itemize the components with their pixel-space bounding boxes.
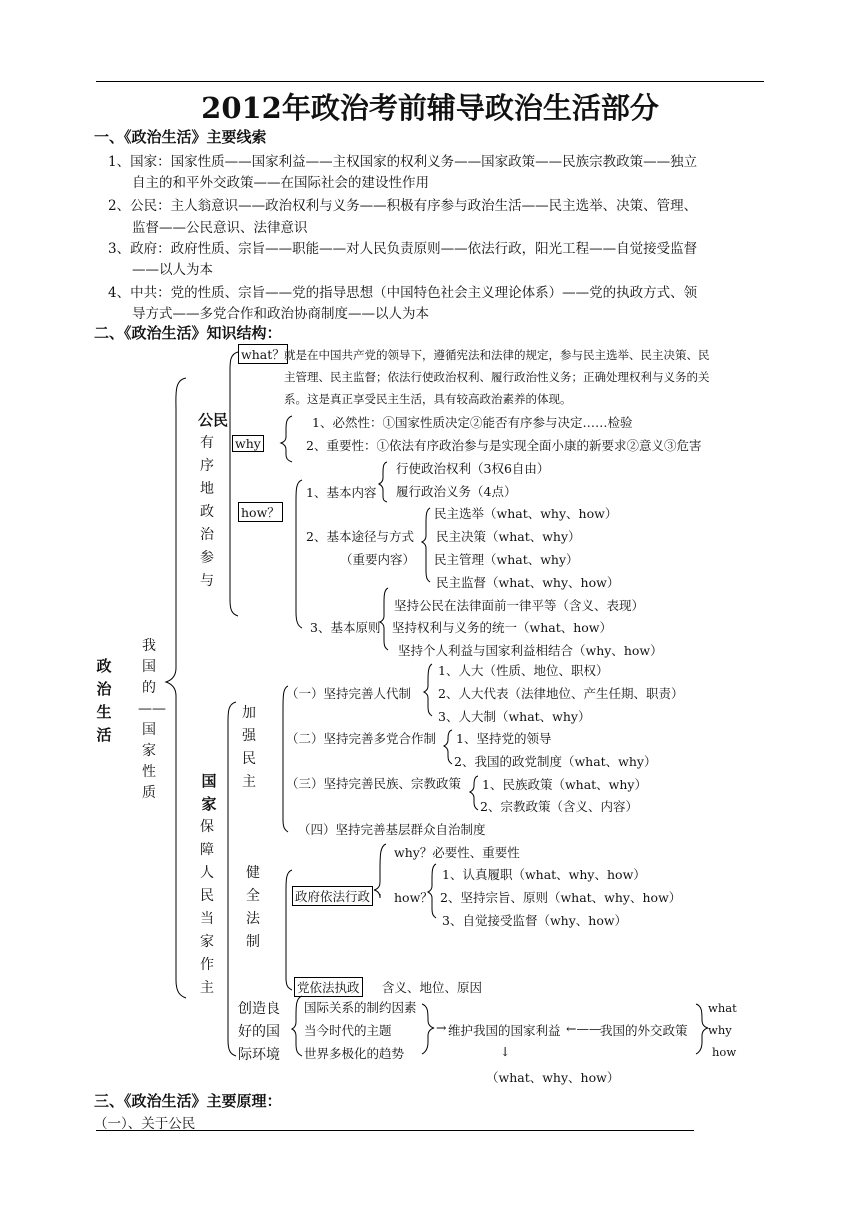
d2-item: 1、坚持党的领导 bbox=[456, 731, 552, 746]
intl-label: 创造良 bbox=[238, 1001, 280, 1017]
gov-label: 政府依法行政 bbox=[292, 886, 373, 906]
list-item: 2、公民：主人翁意识——政治权利与义务——积极有序参与政治生活——民主选举、决策、管理、 bbox=[108, 198, 698, 214]
arrow-left-icon: ←—— bbox=[566, 1021, 602, 1036]
gov-how: how？ bbox=[394, 890, 433, 905]
intl-label: 际环境 bbox=[238, 1047, 280, 1063]
what-text: 系。这是真正享受民主生活，具有较高政治素养的体现。 bbox=[284, 392, 572, 406]
arrow-down-icon: ↓ bbox=[500, 1044, 511, 1059]
basic-principle: 3、基本原则 bbox=[310, 620, 381, 635]
national-interest: 维护我国的国家利益 bbox=[448, 1023, 561, 1038]
section2-heading: 二、《政治生活》知识结构： bbox=[94, 324, 282, 342]
why-label: why bbox=[232, 435, 264, 452]
nation-nature-label: 我国的——国家性质 bbox=[138, 638, 166, 801]
root-label: 政治生活 bbox=[96, 657, 112, 744]
citizen-head: 公民 bbox=[198, 411, 229, 429]
why-item: 1、必然性：①国家性质决定②能否有序参与决定……检验 bbox=[312, 415, 633, 430]
arrow-right-icon: → bbox=[436, 1020, 447, 1035]
section3-heading: 三、《政治生活》主要原理： bbox=[94, 1092, 282, 1110]
fp-item: how bbox=[712, 1045, 737, 1059]
gov-how-item: 3、自觉接受监督（why、how） bbox=[442, 913, 628, 928]
intl-item: 当今时代的主题 bbox=[304, 1023, 392, 1038]
party-note: 含义、地位、原因 bbox=[382, 980, 483, 995]
bottom-note: （what、why、how） bbox=[486, 1070, 620, 1085]
basic-content-item: 履行政治义务（4点） bbox=[396, 484, 517, 499]
what-text: 主管理、民主监督；依法行使政治权利、履行政治性义务；正确处理权利与义务的关 bbox=[284, 370, 710, 384]
basic-ways-item: 民主决策（what、why） bbox=[436, 529, 581, 544]
basic-principle-item: 坚持权利与义务的统一（what、how） bbox=[392, 620, 613, 635]
what-label: what？ bbox=[238, 344, 288, 364]
list-item: 3、政府：政府性质、宗旨——职能——对人民负责原则——依法行政，阳光工程——自觉接受监督 bbox=[108, 241, 698, 257]
basic-ways-note: （重要内容） bbox=[340, 552, 416, 567]
d1-item: 2、人大代表（法律地位、产生任期、职责） bbox=[438, 686, 684, 701]
d3-item: 2、宗教政策（含义、内容） bbox=[480, 799, 638, 814]
list-item: 自主的和平外交政策——在国际社会的建设性作用 bbox=[132, 175, 429, 191]
state-head: 国家 bbox=[201, 772, 217, 813]
d3-item: 1、民族政策（what、why） bbox=[482, 777, 647, 792]
gov-how-item: 2、坚持宗旨、原则（what、why、how） bbox=[440, 890, 682, 905]
list-item: 1、国家：国家性质——国家利益——主权国家的权利义务——国家政策——民族宗教政策——独立 bbox=[108, 154, 698, 170]
basic-content: 1、基本内容 bbox=[306, 485, 377, 500]
list-item: 监督——公民意识、法律意识 bbox=[132, 220, 308, 236]
basic-content-item: 行使政治权利（3权6自由） bbox=[396, 461, 550, 476]
basic-principle-item: 坚持个人利益与国家利益相结合（why、how） bbox=[398, 643, 663, 658]
d4: （四）坚持完善基层群众自治制度 bbox=[298, 822, 486, 837]
page-title: 2012年政治考前辅导政治生活部分 bbox=[201, 91, 659, 125]
basic-ways-item: 民主管理（what、why） bbox=[434, 552, 579, 567]
basic-ways-item: 民主选举（what、why、how） bbox=[434, 506, 618, 521]
d1-item: 3、人大制（what、why） bbox=[438, 709, 591, 724]
what-text: 就是在中国共产党的领导下，遵循宪法和法律的规定，参与民主选举、民主决策、民 bbox=[284, 348, 710, 362]
list-item: 导方式——多党合作和政治协商制度——以人为本 bbox=[132, 306, 429, 322]
state-sub: 保障人民当家作主 bbox=[200, 819, 214, 996]
fp-item: what bbox=[708, 1001, 737, 1015]
how-label: how？ bbox=[238, 502, 283, 522]
fp-item: why bbox=[708, 1023, 732, 1037]
basic-ways-item: 民主监督（what、why、how） bbox=[436, 575, 620, 590]
d1-item: 1、人大（性质、地位、职权） bbox=[438, 663, 609, 678]
basic-ways: 2、基本途径与方式 bbox=[306, 529, 414, 544]
intl-item: 世界多极化的趋势 bbox=[304, 1046, 405, 1061]
list-item: 4、中共：党的性质、宗旨——党的指导思想（中国特色社会主义理论体系）——党的执政方式、领 bbox=[108, 285, 698, 301]
d1: （一）坚持完善人代制 bbox=[286, 686, 412, 701]
section3-sub: （一）、关于公民 bbox=[94, 1116, 196, 1132]
gov-how-item: 1、认真履职（what、why、how） bbox=[442, 867, 646, 882]
why-item: 2、重要性：①依法有序政治参与是实现全面小康的新要求②意义③危害 bbox=[306, 438, 702, 453]
list-item: ——以人为本 bbox=[132, 262, 213, 278]
legal-label: 健全法制 bbox=[246, 865, 260, 950]
foreign-policy: 我国的外交政策 bbox=[600, 1023, 688, 1038]
democracy-label: 加强民主 bbox=[242, 705, 256, 790]
basic-principle-item: 坚持公民在法律面前一律平等（含义、表现） bbox=[394, 598, 645, 613]
d3: （三）坚持完善民族、宗教政策 bbox=[286, 776, 462, 791]
d2: （二）坚持完善多党合作制 bbox=[286, 731, 437, 746]
gov-why: why？必要性、重要性 bbox=[394, 845, 520, 860]
citizen-sub: 有序地政治参与 bbox=[200, 435, 214, 589]
section1-heading: 一、《政治生活》主要线索 bbox=[94, 128, 267, 146]
intl-item: 国际关系的制约因素 bbox=[304, 1000, 417, 1015]
bottom-rule bbox=[96, 1130, 694, 1131]
d2-item: 2、我国的政党制度（what、why） bbox=[454, 754, 657, 769]
intl-label: 好的国 bbox=[238, 1024, 280, 1040]
party-label: 党依法执政 bbox=[294, 977, 363, 997]
